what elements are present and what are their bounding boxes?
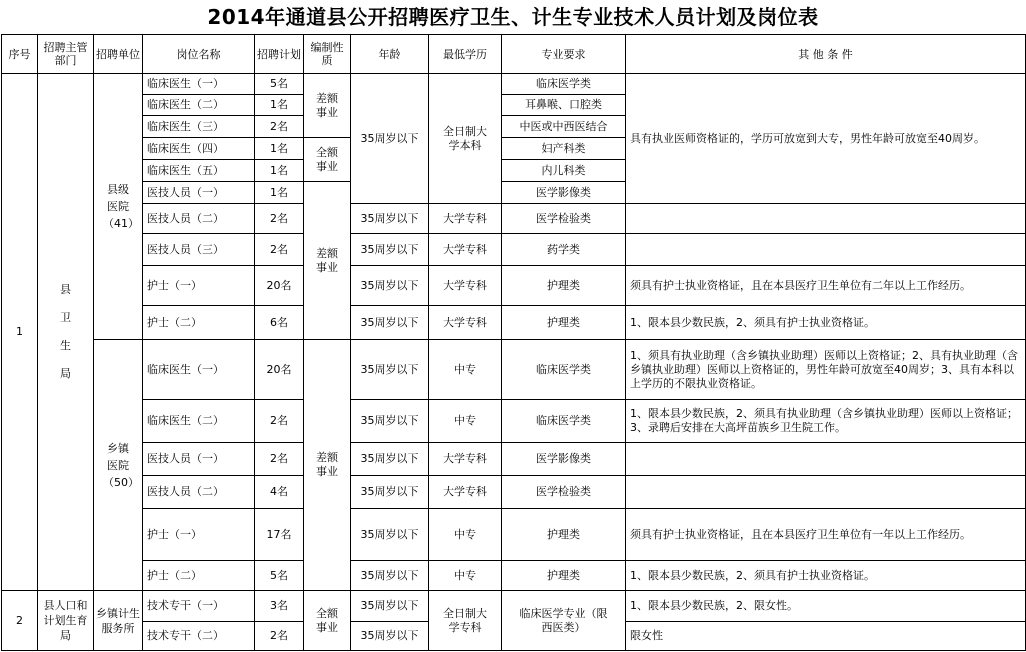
edu-cell: 中专 bbox=[429, 509, 502, 561]
table-row bbox=[2, 340, 1026, 400]
staff-label: 差额事业 bbox=[316, 451, 338, 478]
position-cell: 医技人员（一） bbox=[143, 182, 255, 204]
other-cell: 须具有护士执业资格证，且在本县医疗卫生单位有一年以上工作经历。 bbox=[626, 509, 1026, 561]
table-row bbox=[2, 306, 1026, 340]
dept-cell bbox=[38, 591, 94, 651]
age-cell: 35周岁以下 bbox=[351, 561, 429, 591]
position-cell: 护士（一） bbox=[143, 509, 255, 561]
age-cell: 35周岁以下 bbox=[351, 476, 429, 509]
plan-cell: 20名 bbox=[255, 340, 304, 400]
major-cell: 医学影像类 bbox=[502, 443, 626, 476]
other-cell: 1、限本县少数民族，2、限女性。 bbox=[626, 591, 1026, 622]
position-cell: 临床医生（二） bbox=[143, 400, 255, 443]
major-cell: 护理类 bbox=[502, 266, 626, 306]
edu-cell: 中专 bbox=[429, 561, 502, 591]
plan-cell: 20名 bbox=[255, 266, 304, 306]
plan-cell: 3名 bbox=[255, 591, 304, 622]
position-cell: 临床医生（二） bbox=[143, 95, 255, 116]
plan-cell: 2名 bbox=[255, 622, 304, 651]
major-cell: 医学检验类 bbox=[502, 204, 626, 234]
position-cell: 护士（一） bbox=[143, 266, 255, 306]
unit-label: 乡镇计生服务所 bbox=[96, 606, 140, 635]
header-plan: 招聘计划 bbox=[255, 35, 304, 74]
plan-cell: 6名 bbox=[255, 306, 304, 340]
position-cell: 临床医生（三） bbox=[143, 116, 255, 138]
position-cell: 医技人员（二） bbox=[143, 476, 255, 509]
page-title: 2014年通道县公开招聘医疗卫生、计生专业技术人员计划及岗位表 bbox=[207, 5, 819, 29]
position-cell: 临床医生（四） bbox=[143, 138, 255, 160]
position-cell: 护士（二） bbox=[143, 561, 255, 591]
position-cell: 护士（二） bbox=[143, 306, 255, 340]
other-cell: 1、限本县少数民族，2、须具有护士执业资格证。 bbox=[626, 306, 1026, 340]
major-cell bbox=[502, 591, 626, 651]
header-staff: 编制性质 bbox=[304, 35, 351, 74]
major-cell: 中医或中西医结合 bbox=[502, 116, 626, 138]
plan-cell: 17名 bbox=[255, 509, 304, 561]
dept-cell bbox=[38, 74, 94, 591]
unit-cell-county bbox=[94, 74, 143, 340]
major-cell: 内儿科类 bbox=[502, 160, 626, 182]
major-cell: 临床医学类 bbox=[502, 400, 626, 443]
table-row bbox=[2, 266, 1026, 306]
position-cell: 医技人员（三） bbox=[143, 234, 255, 266]
staff-cell bbox=[304, 138, 351, 182]
dept-label: 县卫生局 bbox=[60, 283, 71, 380]
position-cell: 临床医生（五） bbox=[143, 160, 255, 182]
staff-label: 差额事业 bbox=[316, 246, 338, 274]
major-cell: 医学检验类 bbox=[502, 476, 626, 509]
other-cell: 须具有护士执业资格证，且在本县医疗卫生单位有二年以上工作经历。 bbox=[626, 266, 1026, 306]
staff-label: 差额事业 bbox=[316, 91, 338, 119]
major-cell: 医学影像类 bbox=[502, 182, 626, 204]
table-row bbox=[2, 591, 1026, 622]
seq-cell: 2 bbox=[2, 591, 38, 651]
major-cell: 临床医学类 bbox=[502, 74, 626, 95]
table-row bbox=[2, 74, 1026, 95]
header-age: 年龄 bbox=[351, 35, 429, 74]
position-cell: 医技人员（一） bbox=[143, 443, 255, 476]
seq-cell: 1 bbox=[2, 74, 38, 591]
major-cell: 药学类 bbox=[502, 234, 626, 266]
age-cell: 35周岁以下 bbox=[351, 204, 429, 234]
plan-cell: 1名 bbox=[255, 160, 304, 182]
edu-cell: 中专 bbox=[429, 340, 502, 400]
edu-cell bbox=[429, 74, 502, 204]
other-cell: 1、须具有执业助理（含乡镇执业助理）医师以上资格证；2、具有执业助理（含乡镇执业助理）医师以上资格证的，男性年龄可放宽至40周岁；3、具有本科以上学历的不限执业资格证。 bbox=[626, 340, 1026, 400]
staff-cell bbox=[304, 340, 351, 591]
major-cell: 临床医学类 bbox=[502, 340, 626, 400]
header-unit: 招聘单位 bbox=[94, 35, 143, 74]
recruitment-table bbox=[1, 34, 1026, 651]
plan-cell: 1名 bbox=[255, 138, 304, 160]
table-row bbox=[2, 204, 1026, 234]
staff-label: 全额事业 bbox=[316, 145, 338, 173]
other-cell bbox=[626, 234, 1026, 266]
edu-cell: 大学专科 bbox=[429, 443, 502, 476]
edu-label: 全日制大学专科 bbox=[443, 606, 487, 634]
edu-label: 全日制大学本科 bbox=[443, 124, 487, 152]
age-cell: 35周岁以下 bbox=[351, 591, 429, 622]
other-cell: 具有执业医师资格证的，学历可放宽到大专，男性年龄可放宽至40周岁。 bbox=[626, 74, 1026, 204]
age-cell: 35周岁以下 bbox=[351, 74, 429, 204]
position-cell: 技术专干（一） bbox=[143, 591, 255, 622]
plan-cell: 1名 bbox=[255, 182, 304, 204]
header-other: 其 他 条 件 bbox=[626, 35, 1026, 74]
plan-cell: 5名 bbox=[255, 74, 304, 95]
age-cell: 35周岁以下 bbox=[351, 443, 429, 476]
plan-cell: 2名 bbox=[255, 234, 304, 266]
edu-cell bbox=[429, 591, 502, 651]
header-seq: 序号 bbox=[2, 35, 38, 74]
header-edu: 最低学历 bbox=[429, 35, 502, 74]
header-row bbox=[2, 35, 1026, 74]
table-row bbox=[2, 561, 1026, 591]
plan-cell: 5名 bbox=[255, 561, 304, 591]
other-cell: 1、限本县少数民族，2、须具有护士执业资格证。 bbox=[626, 561, 1026, 591]
plan-cell: 4名 bbox=[255, 476, 304, 509]
plan-cell: 2名 bbox=[255, 400, 304, 443]
table-row bbox=[2, 234, 1026, 266]
edu-cell: 大学专科 bbox=[429, 204, 502, 234]
unit-label: 乡镇医院（50） bbox=[103, 441, 139, 489]
unit-cell-town bbox=[94, 340, 143, 591]
staff-label: 全额事业 bbox=[316, 606, 338, 634]
age-cell: 35周岁以下 bbox=[351, 306, 429, 340]
edu-cell: 大学专科 bbox=[429, 234, 502, 266]
plan-cell: 1名 bbox=[255, 95, 304, 116]
other-cell bbox=[626, 476, 1026, 509]
other-cell: 限女性 bbox=[626, 622, 1026, 651]
header-dept: 招聘主管部门 bbox=[38, 35, 94, 74]
major-label: 临床医学专业（限西医类） bbox=[519, 606, 608, 634]
major-cell: 耳鼻喉、口腔类 bbox=[502, 95, 626, 116]
position-cell: 医技人员（二） bbox=[143, 204, 255, 234]
table-row bbox=[2, 443, 1026, 476]
unit-label: 县级医院（41） bbox=[103, 183, 139, 230]
edu-cell: 大学专科 bbox=[429, 266, 502, 306]
major-cell: 妇产科类 bbox=[502, 138, 626, 160]
other-cell bbox=[626, 204, 1026, 234]
staff-cell bbox=[304, 74, 351, 138]
age-cell: 35周岁以下 bbox=[351, 622, 429, 651]
position-cell: 技术专干（二） bbox=[143, 622, 255, 651]
plan-cell: 2名 bbox=[255, 443, 304, 476]
plan-cell: 2名 bbox=[255, 116, 304, 138]
major-cell: 护理类 bbox=[502, 509, 626, 561]
header-position: 岗位名称 bbox=[143, 35, 255, 74]
edu-cell: 中专 bbox=[429, 400, 502, 443]
table-row bbox=[2, 400, 1026, 443]
age-cell: 35周岁以下 bbox=[351, 266, 429, 306]
table-row bbox=[2, 509, 1026, 561]
age-cell: 35周岁以下 bbox=[351, 400, 429, 443]
header-major: 专业要求 bbox=[502, 35, 626, 74]
major-cell: 护理类 bbox=[502, 306, 626, 340]
position-cell: 临床医生（一） bbox=[143, 74, 255, 95]
other-cell: 1、限本县少数民族，2、须具有执业助理（含乡镇执业助理）医师以上资格证；3、录聘后安排在大高坪苗族乡卫生院工作。 bbox=[626, 400, 1026, 443]
edu-cell: 大学专科 bbox=[429, 306, 502, 340]
major-cell: 护理类 bbox=[502, 561, 626, 591]
unit-cell-family-planning bbox=[94, 591, 143, 651]
staff-cell bbox=[304, 591, 351, 651]
other-cell bbox=[626, 443, 1026, 476]
age-cell: 35周岁以下 bbox=[351, 234, 429, 266]
age-cell: 35周岁以下 bbox=[351, 509, 429, 561]
age-cell: 35周岁以下 bbox=[351, 340, 429, 400]
position-cell: 临床医生（一） bbox=[143, 340, 255, 400]
edu-cell: 大学专科 bbox=[429, 476, 502, 509]
plan-cell: 2名 bbox=[255, 204, 304, 234]
staff-cell bbox=[304, 182, 351, 340]
dept-label: 县人口和计划生育局 bbox=[43, 599, 88, 642]
table-row bbox=[2, 476, 1026, 509]
